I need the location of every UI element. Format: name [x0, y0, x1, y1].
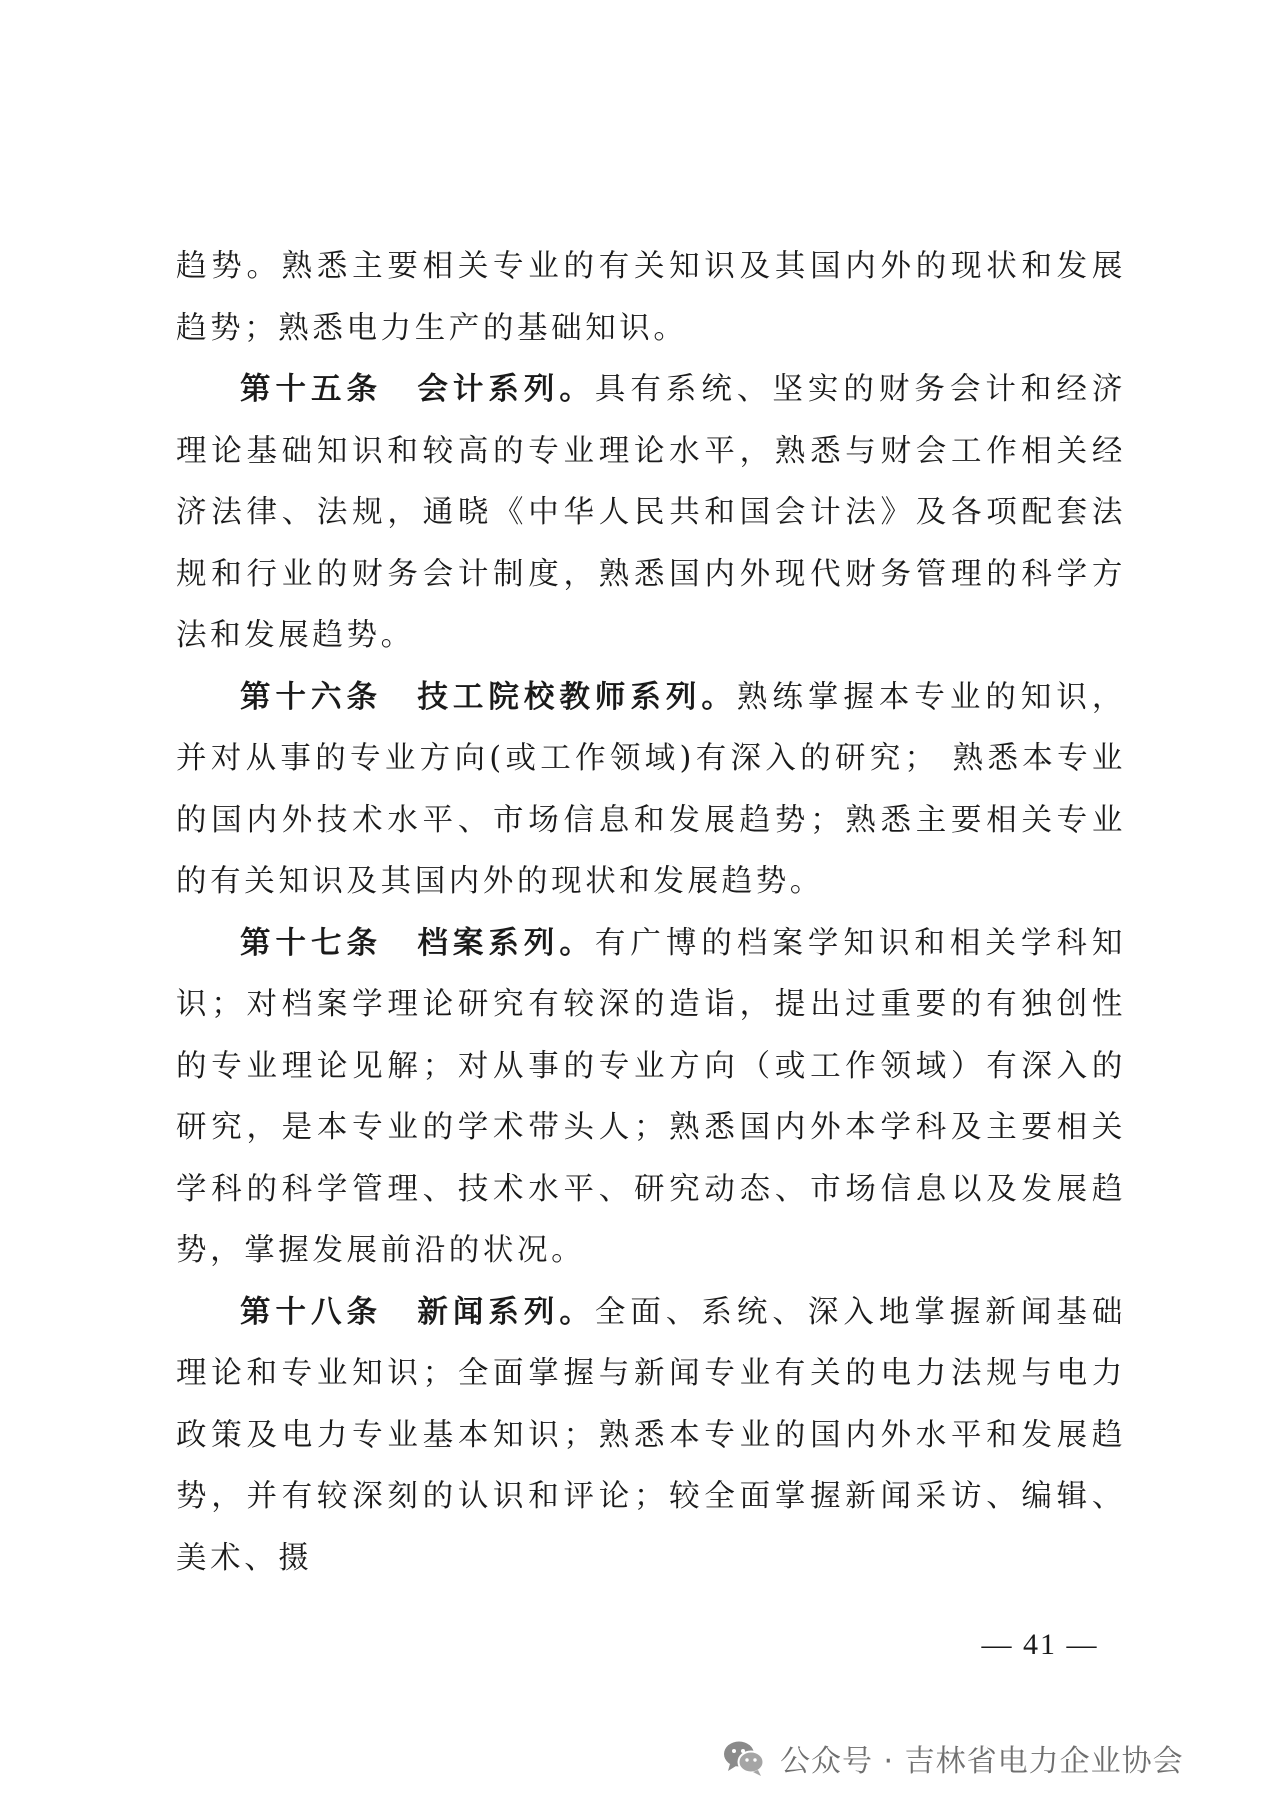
article-line: 对从事的专业方向(或工作领域)有深入的研究； 熟悉本专业的国 [176, 741, 1126, 838]
document-body [176, 236, 1126, 1589]
article-15 [176, 359, 1126, 667]
article-number: 第十七条 [240, 924, 382, 961]
article-line: 论和专业知识；全面掌握与新闻专业有关的电力法规与电力政策 [176, 1356, 1126, 1453]
article-line: 知识及其国内外的现状和发展趋势。 [278, 864, 824, 899]
article-title: 新闻系列。 [416, 1293, 595, 1330]
article-18 [176, 1282, 1126, 1590]
article-line: 律、法规，通晓《中华人民共和国会计法》及各项配套法规和行 [176, 495, 1127, 592]
article-line: 对档案学理论研究有较深的造诣，提出过重要的有独创性的专业 [176, 987, 1126, 1084]
article-line: 及电力专业基本知识；熟悉本专业的国内外水平和发展趋势，并 [176, 1417, 1127, 1514]
article-line: 本专业的学术带头人；熟悉国内外本学科及主要相关学科的科学 [176, 1110, 1126, 1207]
continuation-line: 势；熟悉电力生产的基础知识。 [210, 310, 688, 346]
wechat-icon [722, 1738, 766, 1778]
watermark-text: 公众号 · 吉林省电力企业协会 [780, 1744, 1184, 1779]
article-line: 内外技术水平、市场信息和发展趋势；熟悉主要相关专业的有关 [176, 802, 1127, 899]
article-line: 业的财务会计制度，熟悉国内外现代财务管理的科学方法和发展 [176, 556, 1126, 653]
article-line: 理论见解；对从事的专业方向（或工作领域）有深入的研究，是 [176, 1048, 1126, 1145]
article-17 [176, 913, 1126, 1282]
watermark [722, 1736, 1184, 1780]
article-line: 有广博的档案学知识和相关学科知识； [176, 925, 1127, 1022]
article-title: 会计系列。 [416, 371, 595, 407]
article-line: 熟练掌握本专业的知识，并 [176, 679, 1126, 776]
article-line: 全面、系统、深入地掌握新闻基础理 [176, 1294, 1127, 1391]
article-number: 第十六条 [240, 678, 382, 715]
article-16 [176, 667, 1126, 913]
article-line: 管理、技术水平、研究动态、市场信息以及发展趋势，掌握发展 [176, 1171, 1127, 1268]
article-number: 第十八条 [240, 1293, 382, 1330]
article-line: 具有系统、坚实的财务会计和经济理 [176, 372, 1127, 469]
continuation-line: 趋势。熟悉主要相关专业的有关知识及其国内外的现状和发展趋 [176, 249, 1126, 346]
article-line: 论基础知识和较高的专业理论水平，熟悉与财会工作相关经济法 [176, 433, 1126, 530]
article-title: 档案系列。 [416, 924, 595, 961]
article-line: 有较深刻的认识和评论；较全面掌握新闻采访、编辑、美术、摄 [176, 1479, 1126, 1576]
article-title: 技工院校教师系列。 [416, 678, 737, 715]
article-line: 趋势。 [312, 618, 415, 653]
continuation-paragraph [176, 236, 1126, 359]
article-number: 第十五条 [240, 371, 382, 407]
page-number: — 41 — [981, 1628, 1099, 1661]
article-line: 前沿的状况。 [380, 1233, 586, 1268]
